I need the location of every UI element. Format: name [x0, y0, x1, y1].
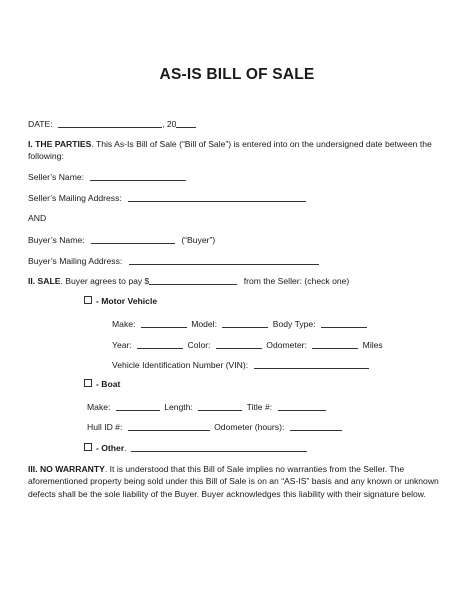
mv-body-type-label: Body Type:	[272, 319, 316, 329]
mv-model-label: Model:	[191, 319, 217, 329]
other-option[interactable]: - Other.	[84, 442, 307, 454]
date-year-prefix: , 20	[162, 119, 177, 129]
boat-length-label: Length:	[164, 402, 193, 412]
sale-row	[28, 275, 349, 287]
document-title: AS-IS BILL OF SALE	[159, 66, 315, 83]
boat-length-field[interactable]	[198, 401, 242, 411]
sale-text-before: . Buyer agrees to pay $	[60, 276, 150, 286]
date-field[interactable]	[58, 118, 162, 128]
seller-name-field[interactable]	[90, 171, 186, 181]
buyer-name-field[interactable]	[91, 234, 175, 244]
seller-address-row	[28, 192, 306, 204]
seller-address-label: Seller’s Mailing Address:	[28, 193, 122, 203]
boat-odometer-field[interactable]	[290, 421, 342, 431]
buyer-address-field[interactable]	[129, 255, 319, 265]
parties-heading: I. THE PARTIES	[28, 139, 92, 149]
date-row	[28, 118, 196, 130]
warranty-paragraph	[28, 463, 448, 500]
buyer-address-label: Buyer’s Mailing Address:	[28, 256, 123, 266]
mv-vin-label: Vehicle Identification Number (VIN):	[112, 360, 249, 370]
parties-paragraph	[28, 138, 448, 163]
mv-model-field[interactable]	[222, 318, 268, 328]
boat-row-2	[87, 421, 342, 433]
sale-price-field[interactable]	[149, 275, 237, 285]
boat-checkbox[interactable]	[84, 379, 92, 387]
seller-name-row	[28, 171, 186, 183]
other-label: - Other	[96, 443, 125, 453]
other-field[interactable]	[131, 442, 307, 452]
buyer-name-row	[28, 234, 215, 246]
motor-vehicle-row-1	[112, 318, 367, 330]
buyer-address-row	[28, 255, 319, 267]
sale-text-after: from the Seller: (check one)	[243, 276, 350, 286]
mv-year-label: Year:	[112, 340, 132, 350]
boat-odometer-label: Odometer (hours):	[214, 422, 285, 432]
warranty-heading: III. NO WARRANTY	[28, 464, 105, 474]
other-checkbox[interactable]	[84, 443, 92, 451]
motor-vehicle-vin-row	[112, 359, 369, 371]
boat-row-1	[87, 401, 326, 413]
boat-option[interactable]	[84, 379, 120, 390]
seller-address-field[interactable]	[128, 192, 306, 202]
parties-text: . This As-Is Bill of Sale (“Bill of Sale”) is entered into on the undersigned date between the following:	[28, 139, 432, 162]
motor-vehicle-option[interactable]	[84, 296, 157, 307]
boat-label: - Boat	[96, 379, 121, 389]
warranty-text: . It is understood that this Bill of Sale implies no warranties from the Seller. The aforementioned property being sold under this Bill of Sale is on an “AS-IS” basis and any known or unknown defects shall be the sole liability of the Buyer. Buyer acknowledges this liability with their signature below.	[28, 464, 439, 499]
mv-year-field[interactable]	[137, 339, 183, 349]
mv-color-label: Color:	[187, 340, 211, 350]
boat-title-field[interactable]	[278, 401, 326, 411]
date-label: DATE:	[28, 119, 53, 129]
mv-miles-label: Miles	[362, 340, 383, 350]
buyer-name-label: Buyer’s Name:	[28, 235, 85, 245]
motor-vehicle-label: - Motor Vehicle	[96, 296, 158, 306]
mv-make-field[interactable]	[141, 318, 187, 328]
boat-hull-field[interactable]	[128, 421, 210, 431]
mv-make-label: Make:	[112, 319, 136, 329]
mv-odometer-field[interactable]	[312, 339, 358, 349]
boat-make-field[interactable]	[116, 401, 160, 411]
mv-vin-field[interactable]	[254, 359, 369, 369]
motor-vehicle-row-2	[112, 339, 383, 351]
boat-hull-label: Hull ID #:	[87, 422, 123, 432]
seller-name-label: Seller’s Name:	[28, 172, 85, 182]
boat-title-label: Title #:	[246, 402, 273, 412]
motor-vehicle-checkbox[interactable]	[84, 296, 92, 304]
and-label: AND	[28, 213, 47, 223]
mv-body-type-field[interactable]	[321, 318, 367, 328]
boat-make-label: Make:	[87, 402, 111, 412]
date-year-field[interactable]	[176, 118, 196, 128]
sale-heading: II. SALE	[28, 276, 61, 286]
mv-color-field[interactable]	[216, 339, 262, 349]
buyer-tag: (“Buyer”)	[181, 235, 216, 245]
mv-odometer-label: Odometer:	[266, 340, 307, 350]
